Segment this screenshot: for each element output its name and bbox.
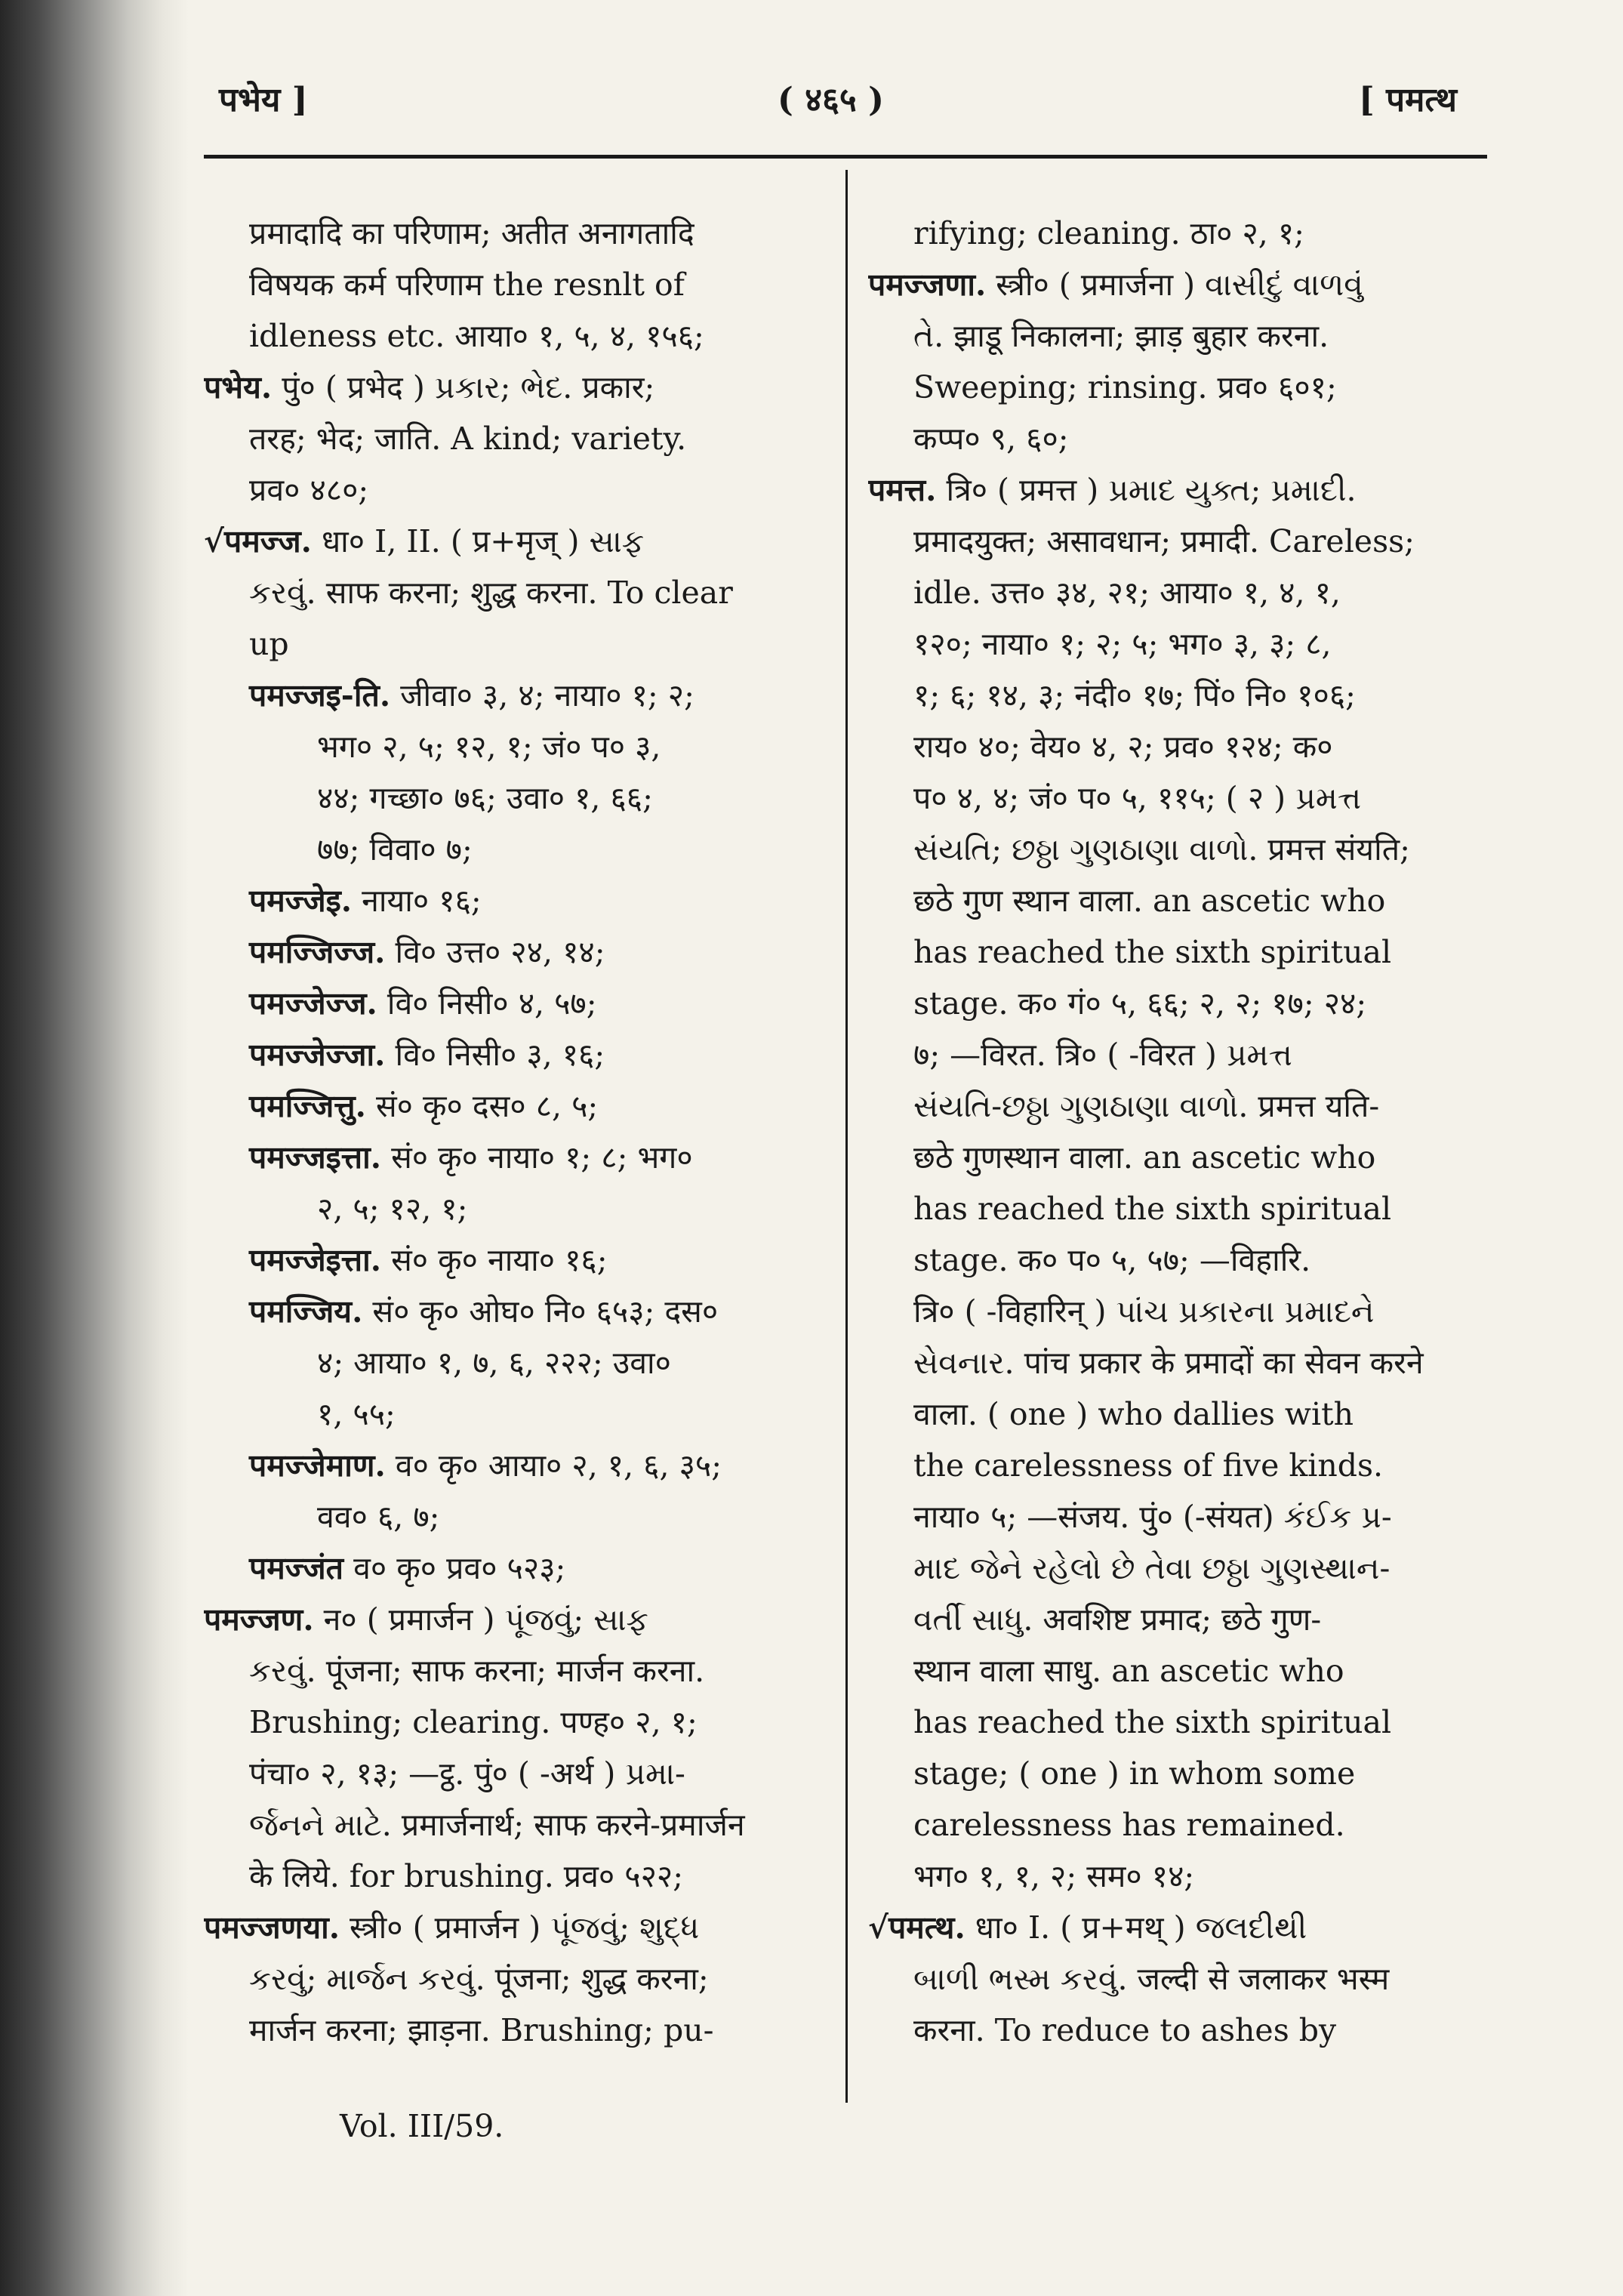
entry-headword: पमत्त.: [868, 472, 937, 508]
dictionary-line: [204, 1851, 823, 1902]
header-left-guide-word: पभेय ]: [219, 81, 308, 119]
dictionary-line: [868, 1183, 1487, 1234]
entry-text: प्रमादादि का परिणाम; अतीत अनागतादि: [249, 215, 694, 251]
header-rule: [204, 155, 1487, 159]
entry-text: मार्जन करना; झाड़ना. Brushing; pu-: [249, 2012, 714, 2048]
dictionary-line: [868, 1748, 1487, 1799]
dictionary-line: [204, 1542, 823, 1594]
entry-text: छठे गुण स्थान वाला. an ascetic who: [913, 883, 1386, 919]
dictionary-line: [868, 1645, 1487, 1697]
entry-headword: पमज्जिय.: [249, 1293, 363, 1330]
dictionary-line: [204, 1440, 823, 1491]
entry-text: न० ( प्रमार्जन ) પૂંજવું; સાફ: [313, 1601, 648, 1638]
entry-text: के लिये. for brushing. प्रव० ५२२;: [249, 1858, 684, 1894]
entry-headword: पमज्जेज्ज.: [249, 985, 377, 1022]
entry-headword: पमज्जइत्ता.: [249, 1139, 382, 1176]
header-right-guide-word: [ पमत्थ: [1359, 81, 1458, 119]
entry-text: વર્તી સાધુ. अवशिष्ट प्रमाद; छठे गुण-: [913, 1601, 1322, 1638]
dictionary-line: [868, 1440, 1487, 1491]
entry-text: प० ४, ४; जं० प० ५, ११५; ( २ ) પ્રમત્ત: [913, 780, 1362, 816]
dictionary-line: [204, 413, 823, 464]
dictionary-line: [204, 1080, 823, 1132]
dictionary-line: [868, 670, 1487, 721]
volume-footer: Vol. III/59.: [340, 2108, 504, 2144]
entry-text: સંયતિ-છઠ્ઠા ગુણઠાણા વાળો. प्रमत्त यति-: [913, 1088, 1380, 1124]
dictionary-line: [204, 670, 823, 721]
dictionary-line: [868, 926, 1487, 978]
entry-text: stage. क० गं० ५, ६६; २, २; १७; २४;: [913, 985, 1367, 1022]
entry-text: ४; आया० १, ७, ६, २२२; उवा०: [317, 1345, 671, 1381]
dictionary-line: [868, 978, 1487, 1029]
entry-text: सं० कृ० दस० ८, ५;: [365, 1088, 599, 1124]
left-column: [204, 208, 823, 2056]
dictionary-line: [868, 567, 1487, 618]
entry-headword: पमज्जइ-ति.: [249, 677, 391, 713]
entry-text: वि० उत्त० २४, १४;: [385, 934, 605, 970]
dictionary-line: [204, 1183, 823, 1234]
dictionary-line: [868, 1799, 1487, 1851]
entry-text: १२०; नाया० १; २; ५; भग० ३, ३; ८,: [913, 626, 1332, 662]
dictionary-line: [204, 1388, 823, 1440]
dictionary-line: [868, 310, 1487, 362]
entry-text: वि० निसी० ३, १६;: [385, 1037, 605, 1073]
entry-text: has reached the sixth spiritual: [913, 1191, 1392, 1227]
entry-headword: पमज्जित्तु.: [249, 1088, 366, 1124]
dictionary-line: [868, 1286, 1487, 1337]
dictionary-line: [204, 1953, 823, 2005]
entry-text: पुं० ( प्रभेद ) પ્રકાર; ભેદ. प्रकार;: [272, 369, 655, 405]
dictionary-line: [868, 362, 1487, 413]
dictionary-line: [204, 926, 823, 978]
entry-text: करना. To reduce to ashes by: [913, 2012, 1337, 2048]
entry-headword: पमज्जण.: [204, 1601, 314, 1638]
entry-headword: √पमत्थ.: [868, 1909, 965, 1946]
entry-headword: √पमज्ज.: [204, 523, 312, 559]
entry-headword: पमज्जेइ.: [249, 883, 353, 919]
dictionary-line: [868, 1953, 1487, 2005]
dictionary-line: [204, 1132, 823, 1183]
dictionary-line: [204, 772, 823, 824]
dictionary-line: [204, 362, 823, 413]
dictionary-line: [868, 1337, 1487, 1388]
dictionary-line: [204, 721, 823, 772]
column-divider: [845, 170, 848, 2103]
dictionary-line: [868, 1388, 1487, 1440]
entry-text: सं० कृ० नाया० १; ८; भग०: [381, 1139, 693, 1176]
entry-text: त्रि० ( प्रमत्त ) પ્રમાદ યુક્ત; પ્રમાદી.: [936, 472, 1357, 508]
entry-headword: पमज्जंत: [249, 1550, 344, 1586]
entry-text: धा० I, II. ( प्र+मृज् ) સાફ: [311, 523, 645, 559]
entry-text: ७७; विवा० ७;: [317, 831, 473, 868]
dictionary-line: [868, 1594, 1487, 1645]
dictionary-line: [204, 1286, 823, 1337]
entry-text: वाला. ( one ) who dallies with: [913, 1396, 1354, 1432]
entry-headword: पभेय.: [204, 369, 273, 405]
entry-text: स्त्री० ( प्रमार्जन ) પૂંજવું; શુદ્ધ: [340, 1909, 700, 1946]
dictionary-line: [204, 824, 823, 875]
entry-text: पंचा० २, १३; —ट्ठ. पुं० ( -अर्थ ) પ્રમા-: [249, 1755, 685, 1792]
entry-text: १, ५५;: [317, 1396, 396, 1432]
entry-text: प्रव० ४८०;: [249, 472, 369, 508]
dictionary-line: [868, 1542, 1487, 1594]
dictionary-line: [204, 1645, 823, 1697]
entry-headword: पमज्जेमाण.: [249, 1447, 386, 1484]
dictionary-line: [204, 464, 823, 516]
dictionary-line: [868, 875, 1487, 926]
dictionary-line: [868, 721, 1487, 772]
entry-text: કરવું; માર્જન કરવું. पूंजना; शुद्ध करना;: [249, 1961, 709, 1997]
entry-text: १; ६; १४, ३; नंदी० १७; पिं० नि० १०६;: [913, 677, 1356, 713]
entry-headword: पमज्जणा.: [868, 267, 987, 303]
dictionary-line: [204, 1748, 823, 1799]
page-number: ( ४६५ ): [778, 81, 884, 119]
entry-text: idle. उत्त० ३४, २१; आया० १, ४, १,: [913, 575, 1341, 611]
entry-text: up: [249, 626, 289, 662]
dictionary-line: [204, 618, 823, 670]
entry-headword: पमज्जेज्जा.: [249, 1037, 386, 1073]
dictionary-line: [204, 310, 823, 362]
dictionary-line: [204, 1902, 823, 1953]
entry-text: सं० कृ० ओघ० नि० ६५३; दस०: [362, 1293, 719, 1330]
dictionary-line: [204, 1234, 823, 1286]
entry-text: તે. झाडू निकालना; झाड़ बुहार करना.: [913, 318, 1329, 354]
dictionary-line: [204, 2005, 823, 2056]
dictionary-line: [868, 464, 1487, 516]
entry-text: वि० निसी० ४, ५७;: [377, 985, 597, 1022]
dictionary-line: [868, 824, 1487, 875]
entry-text: त्रि० ( -विहारिन् ) પાંચ પ્રકારના પ્રમાદને: [913, 1293, 1375, 1330]
dictionary-line: [204, 875, 823, 926]
dictionary-line: [204, 1697, 823, 1748]
entry-text: કરવું. पूंजना; साफ करना; मार्जन करना.: [249, 1653, 705, 1689]
dictionary-line: [868, 1851, 1487, 1902]
entry-text: कप्प० ९, ६०;: [913, 421, 1069, 457]
entry-text: carelessness has remained.: [913, 1807, 1345, 1843]
entry-text: stage. क० प० ५, ५७; —विहारि.: [913, 1242, 1311, 1278]
entry-text: rifying; cleaning. ठा० २, १;: [913, 215, 1304, 251]
entry-text: ७; —विरत. त्रि० ( -विरत ) પ્રમત્ત: [913, 1037, 1292, 1073]
entry-text: ४४; गच्छा० ७६; उवा० १, ६६;: [317, 780, 653, 816]
dictionary-line: [204, 1491, 823, 1542]
entry-headword: पमज्जेइत्ता.: [249, 1242, 382, 1278]
dictionary-line: [868, 1491, 1487, 1542]
book-binding-shadow: [0, 0, 189, 2296]
entry-text: भग० २, ५; १२, १; जं० प० ३,: [317, 729, 661, 765]
entry-headword: पमज्जणया.: [204, 1909, 340, 1946]
entry-text: भग० १, १, २; सम० १४;: [913, 1858, 1195, 1894]
entry-text: राय० ४०; वेय० ४, २; प्रव० १२४; क०: [913, 729, 1333, 765]
dictionary-line: [868, 516, 1487, 567]
dictionary-line: [868, 1902, 1487, 1953]
entry-text: धा० I. ( प्र+मथ् ) જલદીથી: [965, 1909, 1307, 1946]
entry-text: ર્જનને માટે. प्रमार्जनार्थ; साफ करने-प्रमार्जन: [249, 1807, 745, 1843]
entry-text: માદ જેને રહેલો છે તેવા છઠ્ઠા ગુણસ્થાન-: [913, 1550, 1390, 1586]
entry-text: स्थान वाला साधु. an ascetic who: [913, 1653, 1344, 1689]
dictionary-line: [204, 978, 823, 1029]
dictionary-line: [868, 208, 1487, 259]
entry-text: idleness etc. आया० १, ५, ४, १५६;: [249, 318, 704, 354]
dictionary-line: [204, 259, 823, 310]
dictionary-line: [868, 772, 1487, 824]
entry-text: સેવનાર. पांच प्रकार के प्रमादों का सेवन करने: [913, 1345, 1424, 1381]
dictionary-line: [204, 1337, 823, 1388]
entry-text: કરવું. साफ करना; शुद्ध करना. To clear: [249, 575, 733, 611]
entry-headword: पमज्जिज्ज.: [249, 934, 386, 970]
entry-text: व० कृ० आया० २, १, ६, ३५;: [385, 1447, 722, 1484]
entry-text: नाया० १६;: [352, 883, 482, 919]
dictionary-line: [868, 413, 1487, 464]
entry-text: the carelessness of five kinds.: [913, 1447, 1384, 1484]
dictionary-line: [868, 259, 1487, 310]
dictionary-line: [868, 2005, 1487, 2056]
dictionary-line: [204, 208, 823, 259]
entry-text: छठे गुणस्थान वाला. an ascetic who: [913, 1139, 1376, 1176]
dictionary-line: [868, 618, 1487, 670]
entry-text: સંયતિ; છઠ્ઠા ગુણઠાણા વાળો. प्रमत्त संयति;: [913, 831, 1410, 868]
entry-text: वव० ६, ७;: [317, 1499, 440, 1535]
dictionary-line: [868, 1234, 1487, 1286]
entry-text: બાળી ભસ્મ કરવું. जल्दी से जलाकर भस्म: [913, 1961, 1390, 1997]
entry-text: Brushing; clearing. पण्ह० २, १;: [249, 1704, 698, 1740]
entry-text: व० कृ० प्रव० ५२३;: [343, 1550, 566, 1586]
entry-text: सं० कृ० नाया० १६;: [381, 1242, 608, 1278]
dictionary-line: [868, 1029, 1487, 1080]
entry-text: २, ५; १२, १;: [317, 1191, 468, 1227]
entry-text: स्त्री० ( प्रमार्जना ) વાસીદું વાળવું: [986, 267, 1363, 303]
dictionary-line: [204, 1594, 823, 1645]
right-column: [868, 208, 1487, 2056]
entry-text: has reached the sixth spiritual: [913, 1704, 1392, 1740]
dictionary-line: [868, 1080, 1487, 1132]
dictionary-line: [204, 1029, 823, 1080]
dictionary-line: [204, 1799, 823, 1851]
entry-text: विषयक कर्म परिणाम the resnlt of: [249, 267, 685, 303]
entry-text: stage; ( one ) in whom some: [913, 1755, 1356, 1792]
entry-text: has reached the sixth spiritual: [913, 934, 1392, 970]
entry-text: नाया० ५; —संजय. पुं० (-संयत) કંઈક પ્ર-: [913, 1499, 1392, 1535]
dictionary-line: [868, 1697, 1487, 1748]
entry-text: प्रमादयुक्त; असावधान; प्रमादी. Careless;: [913, 523, 1415, 559]
entry-text: जीवा० ३, ४; नाया० १; २;: [390, 677, 694, 713]
dictionary-line: [204, 567, 823, 618]
entry-text: Sweeping; rinsing. प्रव० ६०१;: [913, 369, 1337, 405]
dictionary-line: [868, 1132, 1487, 1183]
dictionary-line: [204, 516, 823, 567]
entry-text: तरह; भेद; जाति. A kind; variety.: [249, 421, 687, 457]
